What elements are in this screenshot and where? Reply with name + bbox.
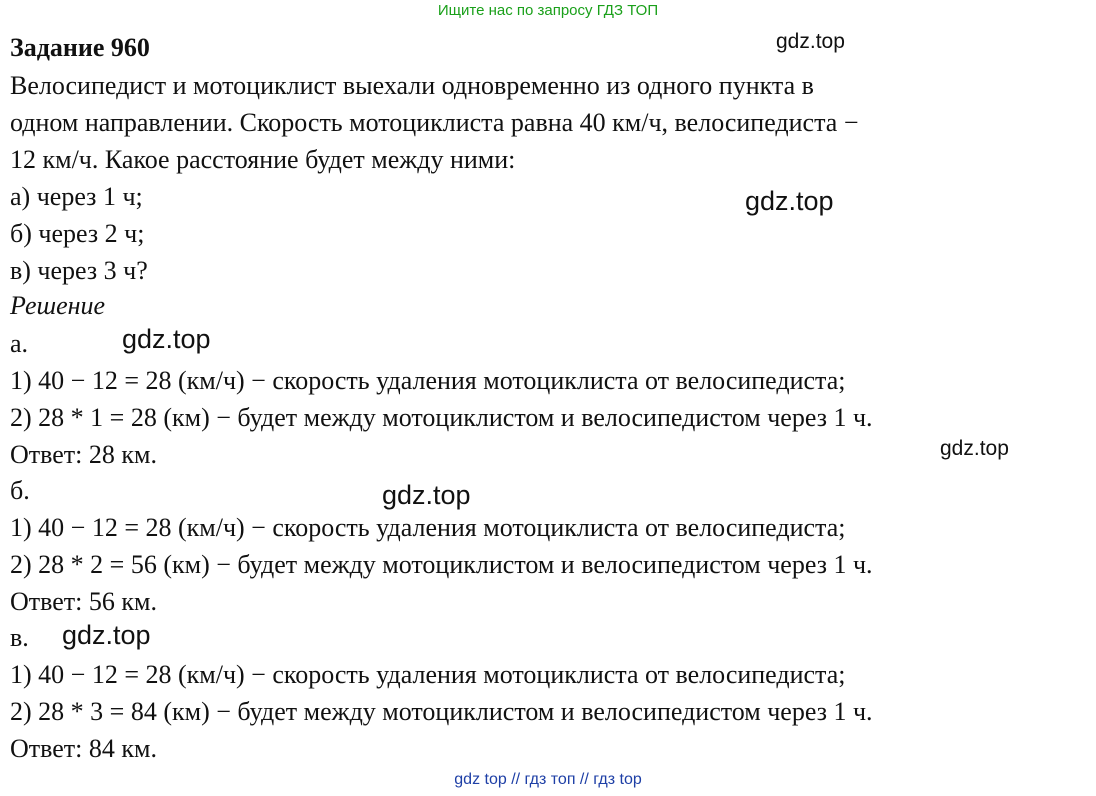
part-b-step-1: 1) 40 − 12 = 28 (км/ч) − скорость удаления мотоциклиста от велосипедиста; <box>10 513 846 542</box>
part-b-label: б. <box>10 476 30 505</box>
part-c-answer: Ответ: 84 км. <box>10 734 157 763</box>
part-c-label: в. <box>10 623 29 652</box>
solution-label: Решение <box>10 291 106 320</box>
part-a-step-2: 2) 28 * 1 = 28 (км) − будет между мотоциклистом и велосипедистом через 1 ч. <box>10 403 873 432</box>
problem-option-b: б) через 2 ч; <box>10 219 145 248</box>
part-c-step-2: 2) 28 * 3 = 84 (км) − будет между мотоциклистом и велосипедистом через 1 ч. <box>10 697 873 726</box>
watermark: gdz.top <box>382 480 471 510</box>
part-b-step-2: 2) 28 * 2 = 56 (км) − будет между мотоциклистом и велосипедистом через 1 ч. <box>10 550 873 579</box>
part-a-step-1: 1) 40 − 12 = 28 (км/ч) − скорость удаления мотоциклиста от велосипедиста; <box>10 366 846 395</box>
watermark: gdz.top <box>62 620 151 650</box>
footer-links-text: gdz top // гдз топ // гдз top <box>454 771 642 788</box>
watermark: gdz.top <box>745 186 834 216</box>
part-a-label: а. <box>10 329 29 358</box>
watermark: gdz.top <box>776 30 845 53</box>
problem-option-c: в) через 3 ч? <box>10 256 148 285</box>
part-b-answer: Ответ: 56 км. <box>10 587 157 616</box>
watermark: gdz.top <box>940 437 1009 460</box>
part-a-answer: Ответ: 28 км. <box>10 440 157 469</box>
top-banner-text: Ищите нас по запросу ГДЗ ТОП <box>437 2 659 19</box>
watermark: gdz.top <box>122 324 211 354</box>
task-title: Задание 960 <box>10 33 150 62</box>
problem-line-2: одном направлении. Скорость мотоциклиста равна 40 км/ч, велосипедиста − <box>10 108 859 137</box>
problem-option-a: а) через 1 ч; <box>10 182 143 211</box>
problem-line-1: Велосипедист и мотоциклист выехали одновременно из одного пункта в <box>10 71 814 100</box>
part-c-step-1: 1) 40 − 12 = 28 (км/ч) − скорость удаления мотоциклиста от велосипедиста; <box>10 660 846 689</box>
problem-line-3: 12 км/ч. Какое расстояние будет между ними: <box>10 145 516 174</box>
